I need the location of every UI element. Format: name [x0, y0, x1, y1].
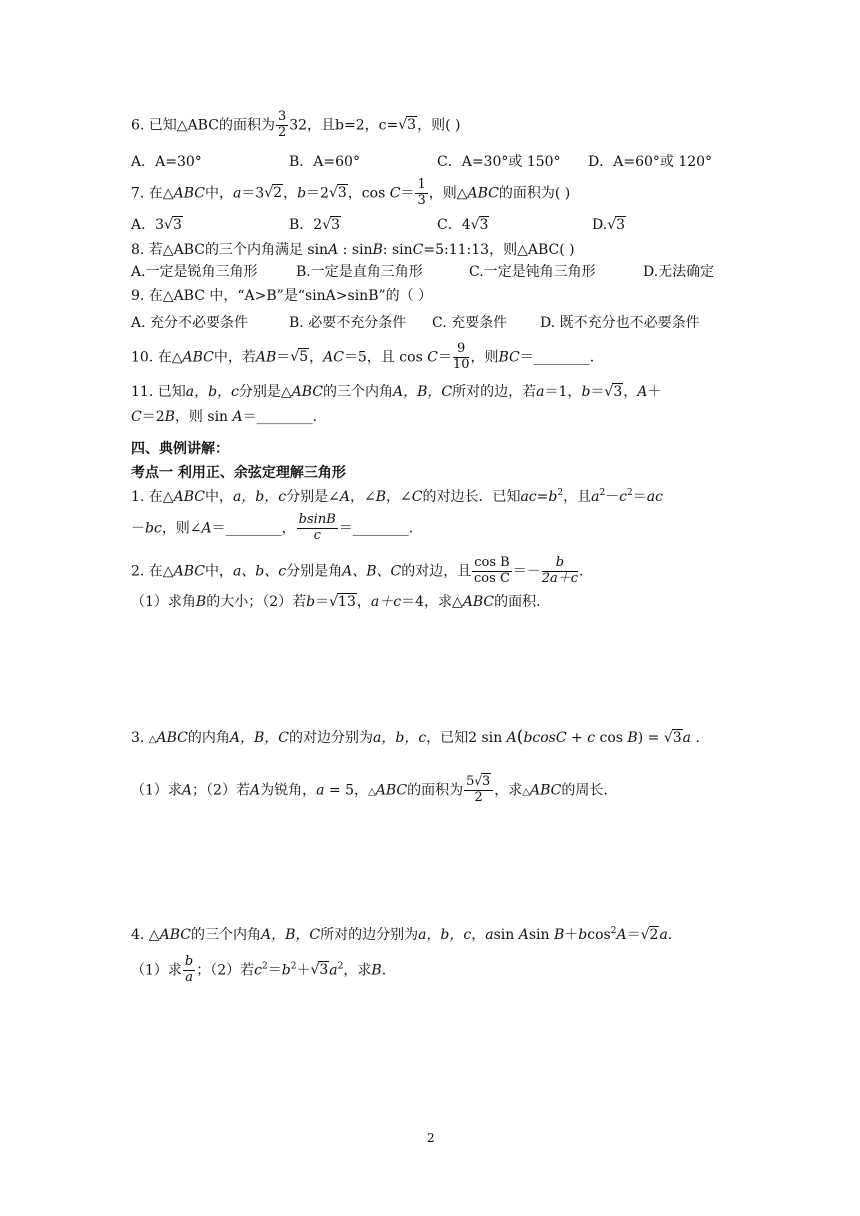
p1-c2: c: [619, 489, 628, 505]
q8-line: [131, 243, 575, 257]
p4-t10: .: [667, 927, 673, 943]
p3-sqrt-val: 3: [672, 730, 682, 746]
p1-t13: ＝________，: [211, 520, 296, 537]
p3-sqrt: √3: [663, 730, 682, 746]
q8-option-c: C.一定是钝角三角形: [469, 264, 596, 280]
p3-A3: A: [249, 782, 261, 799]
p3-c: c: [587, 730, 596, 746]
q8-option-a: A.一定是锐角三角形: [131, 264, 258, 280]
p4-t11: （1）求: [131, 962, 182, 979]
p1-ac2: ac: [646, 489, 663, 505]
q9-option-c: C. 充要条件: [432, 315, 508, 331]
p3-vars2: a，b，c: [373, 730, 427, 746]
q7-opt-b-sqrt: √3: [322, 217, 341, 233]
p4-t14: ＋: [296, 962, 311, 979]
p3-frac-num-pre: 5: [466, 774, 475, 789]
p3-frac-sqrt: √3: [474, 774, 491, 789]
q7-t3: ＝3: [241, 185, 265, 202]
q11-sqrt: √3: [604, 384, 623, 400]
q11-t2: 分别是△: [238, 384, 292, 400]
p3-a3: a: [316, 782, 325, 799]
q8-A: A: [328, 242, 339, 258]
p3-abc2: ABC: [375, 782, 408, 799]
q11-a: a: [536, 384, 545, 400]
p4-t3: 所对的边分别为: [320, 927, 419, 943]
p3-t8: 为锐角，: [260, 782, 317, 799]
q9-option-b: B. 必要不充分条件: [289, 315, 407, 331]
p4-t7: ＋: [564, 927, 579, 943]
q11-A2: A: [232, 409, 243, 425]
q7-opt-d-sqrt: √3: [607, 217, 626, 233]
p3-triangle-icon-3: △: [522, 786, 530, 798]
p2-frac1-num: cos B: [474, 555, 510, 570]
p2-fraction-2: [542, 556, 578, 587]
p1-frac-den: c: [313, 527, 321, 543]
p2-apc: a＋c: [370, 594, 402, 610]
p2-t8: 的大小；（2）若: [206, 594, 307, 610]
p3-eq4: cos: [595, 730, 628, 746]
p1-t8: ，且: [563, 489, 592, 505]
p3-t11: 的面积为: [407, 782, 464, 799]
page-number: 2: [427, 1131, 435, 1145]
q6-option-a: A．A=30°: [131, 154, 202, 170]
p1-t1: 1. 在△: [131, 489, 174, 505]
q7-opt-d-rad: 3: [616, 217, 626, 233]
p4-A2: A: [616, 927, 627, 943]
p4-line-2: （1）求 $\frac{b}{a}$ ；（2）若$c^2=b^2+√3a^2$，求B.: [131, 954, 387, 985]
p4-B: B: [554, 927, 565, 943]
p1-t4: ，∠: [349, 489, 376, 505]
p3-t7: ；（2）若: [192, 782, 250, 799]
p4-A: A: [518, 927, 529, 943]
kaodian-heading: 考点一 利用正、余弦定理解三角形: [131, 465, 346, 481]
q10-frac-num: 9: [453, 342, 470, 358]
p4-sqrt-2-val: 3: [319, 962, 329, 979]
q11-C: C: [131, 409, 142, 425]
p2-abc: ABC: [173, 563, 205, 580]
p4-t12: ；（2）若: [196, 962, 255, 979]
q11-t3: 的三个内角: [323, 384, 394, 400]
q10-t8: ＝________.: [519, 349, 595, 366]
q7-t6: ，cos: [347, 185, 390, 202]
q7-sqrt-2: √3: [328, 185, 347, 202]
p3-A: A: [506, 730, 517, 746]
p2-t10: ，: [356, 594, 371, 610]
q11-t5: ＝1，: [544, 384, 582, 400]
p4-b: b: [578, 927, 588, 943]
p1-A2: A: [201, 520, 212, 537]
q11-vars: a，b，c: [185, 384, 239, 400]
p3-t10: ，: [354, 782, 368, 799]
p1-t14: ＝________.: [338, 520, 414, 537]
p3-A2: A: [181, 782, 193, 799]
p3-frac-den: 2: [474, 789, 483, 805]
q7-b: b: [297, 185, 307, 202]
p3-abc: ABC: [156, 730, 188, 746]
q7-opt-c-sqrt: √3: [470, 217, 489, 233]
p2-frac2-den: 2a＋c: [541, 570, 579, 586]
q7-t5: ＝2: [306, 185, 329, 202]
p1-vars: a，b，c: [232, 489, 287, 505]
q7-frac-den: 3: [417, 192, 426, 208]
q7-option-b: [289, 218, 341, 232]
q11-B: B: [164, 409, 175, 425]
p4-vars: A，B，C: [260, 927, 321, 943]
p1-t2: 中，: [204, 489, 233, 505]
p2-b: b: [306, 594, 316, 610]
p4-vars2: a，b，c: [418, 927, 472, 943]
q11-line-2: [131, 410, 317, 424]
p2-t11: ＝4，求△: [401, 594, 463, 610]
q11-t6: ＝: [590, 384, 605, 400]
p1-t10: ＝: [632, 489, 647, 505]
q10-ab: AB: [255, 349, 277, 366]
p4-c: c: [254, 962, 263, 979]
p4-sqrt-val: 2: [649, 927, 659, 943]
q10-t3: ＝: [276, 349, 291, 366]
p3-triangle-icon-2: △: [368, 786, 376, 798]
q11-t11: ＝________.: [242, 409, 318, 425]
q10-t4: ，: [309, 349, 324, 366]
p3-B: B: [627, 730, 638, 746]
q10-t7: ，则: [470, 349, 499, 366]
p4-t15: ，求: [343, 962, 372, 979]
q8-B: B: [372, 242, 383, 258]
p3-t9: = 5: [324, 782, 354, 799]
p3-t5: .: [691, 730, 700, 746]
p4-B2: B: [371, 962, 382, 979]
p2-line-2: [131, 595, 541, 609]
q10-sqrt-val: 5: [299, 349, 309, 366]
q6-frac-num: 3: [277, 109, 287, 124]
q11-abc: ABC: [291, 384, 324, 400]
p1-B: B: [375, 489, 386, 505]
p2-fraction-1: [472, 556, 511, 587]
section-title: 四、典例讲解：: [131, 441, 229, 457]
p1-frac-num: bsinB: [298, 512, 336, 527]
p2-vars2: A、B、C: [342, 563, 402, 580]
q10-t1: 10. 在△: [131, 349, 183, 366]
q6-frac-den: 2: [277, 124, 287, 140]
p4-t5: sin: [493, 927, 519, 943]
p3-frac-sqrt-val: 3: [482, 774, 491, 789]
p3-t12: ，求: [494, 782, 523, 799]
p4-t1: 4. △: [131, 927, 160, 943]
q10-ac: AC: [323, 349, 344, 366]
p3-eq2: (: [516, 727, 524, 747]
q7-option-c: [437, 218, 489, 232]
q8-option-d: D.无法确定: [643, 264, 715, 280]
p4-frac-num: b: [184, 954, 194, 969]
q7-t2: 中，: [204, 185, 233, 202]
q7-option-a: [131, 218, 183, 232]
q6-text-a: 6. 已知△ABC的面积为: [131, 117, 275, 134]
p3-t3: 的对边分别为: [289, 730, 374, 746]
p4-t6: sin: [528, 927, 554, 943]
p4-b2: b: [281, 962, 291, 979]
q11-t7: ，: [623, 384, 638, 400]
q10-t2: 中，若: [213, 349, 256, 366]
q6-text-b: 32，且b=2，c=: [289, 117, 399, 134]
q7-t1: 7. 在△: [131, 185, 174, 202]
p2-t3: 分别是角: [286, 563, 343, 580]
p3-a: a: [682, 730, 692, 746]
p1-bc: bc: [145, 520, 162, 537]
p4-a2: a: [659, 927, 668, 943]
q8-C: C: [412, 242, 424, 258]
p3-t2: 的内角: [187, 730, 230, 746]
p2-frac1-den: cos C: [474, 570, 510, 586]
p1-fraction: [297, 513, 338, 544]
p4-a3: a: [329, 962, 338, 979]
p4-sqrt-2: √3: [310, 962, 329, 979]
q6-option-b: B．A=60°: [289, 154, 360, 170]
q8-option-b: B.一定是直角三角形: [296, 264, 423, 280]
q6-sqrt-val: 3: [407, 117, 417, 134]
p2-t4: 的对边，且: [401, 563, 472, 580]
p3-line-1: [131, 729, 700, 746]
p3-line-2: [131, 775, 608, 806]
p4-t2: 的三个内角: [190, 927, 261, 943]
q11-t9: ＝2: [141, 409, 165, 425]
p2-t6: .: [579, 563, 584, 580]
q11-vars2: A，B，C: [393, 384, 453, 400]
q10-bc: BC: [498, 349, 520, 366]
q7-a: a: [232, 185, 242, 202]
p1-t9: －: [605, 489, 620, 505]
p2-t9: ＝: [315, 594, 330, 610]
p3-t4: ，已知: [426, 730, 469, 746]
q7-sqrt-1-val: 2: [273, 185, 283, 202]
q7-opt-b-rad: 3: [331, 217, 341, 233]
q7-sqrt-2-val: 3: [337, 185, 347, 202]
q9-option-a: A. 充分不必要条件: [131, 315, 249, 331]
p1-t6: 的对边长．已知: [422, 489, 521, 505]
p1-t11: －: [131, 520, 145, 537]
p3-t1: 3.: [131, 730, 149, 746]
p3-frac-num: [464, 775, 493, 791]
q7-frac-num: 1: [417, 177, 426, 192]
p2-sqrt: √13: [329, 594, 356, 610]
p4-a: a: [485, 927, 494, 943]
q8-t3: : sin: [382, 242, 413, 258]
p4-t9: ＝: [626, 927, 641, 943]
q11-A: A: [637, 384, 648, 400]
p2-t2: 中，: [204, 563, 233, 580]
q10-frac-den: 10: [452, 356, 470, 372]
q10-c: C: [427, 349, 438, 366]
q7-t7: ＝: [400, 185, 415, 202]
p4-fraction: [183, 955, 195, 986]
p4-line-1: 4. △ABC的三个内角A，B，C所对的边分别为a，b，c，asin Asin B＋bcos$^2$A＝√2a.: [131, 926, 673, 943]
q8-t2: : sin: [338, 242, 373, 258]
p3-triangle-icon: △: [148, 734, 157, 745]
p3-abc3: ABC: [530, 782, 562, 799]
p4-sqrt: √2: [640, 927, 659, 943]
q7-line: [131, 178, 570, 209]
p1-b2: b: [548, 489, 558, 505]
p2-abc2: ABC: [462, 594, 495, 610]
p1-a2: a: [591, 489, 600, 505]
q11-b: b: [581, 384, 591, 400]
p1-line-1: 1. 在△ABC中，a，b，c分别是∠A，∠B，∠C的对边长．已知$ac=b^2$，且$a^2-c^2=ac$: [131, 488, 663, 505]
q10-abc: ABC: [182, 349, 214, 366]
q7-opt-c-pre: C．4: [437, 217, 471, 233]
p3-eq5: ) =: [637, 730, 664, 746]
q6-line: [131, 110, 460, 141]
p1-abc: ABC: [173, 489, 205, 505]
q8-t1: 8. 若△ABC的三个内角满足 sin: [131, 242, 329, 258]
q10-t5: ＝5，且 cos: [343, 349, 428, 366]
q6-option-d: D．A=60°或 120°: [588, 154, 713, 170]
p2-frac2-num: b: [542, 556, 578, 572]
q10-t6: ＝: [437, 349, 452, 366]
q6-option-c: C．A=30°或 150°: [437, 154, 561, 170]
p3-vars: A，B，C: [229, 730, 290, 746]
q6-sqrt: √3: [398, 117, 417, 134]
q9-option-d: D. 既不充分也不必要条件: [540, 315, 700, 331]
q7-abc: ABC: [173, 185, 205, 202]
p4-t8: cos: [587, 927, 611, 943]
q6-text-c: ，则( ): [417, 117, 461, 134]
p3-fraction: [464, 775, 493, 806]
q7-opt-b-pre: B．2: [289, 217, 323, 233]
p3-eq1: 2 sin: [468, 730, 507, 746]
p4-t16: .: [381, 962, 387, 979]
p1-t12: ，则∠: [161, 520, 202, 537]
q9-line: 9. 在△ABC 中，“A>B”是“sinA>sinB”的（ ）: [131, 288, 433, 304]
p4-t4: ，: [471, 927, 486, 943]
p1-A: A: [339, 489, 350, 505]
q11-line-1: [131, 385, 661, 399]
p1-t7: =: [536, 489, 549, 505]
p2-sqrt-val: 13: [338, 594, 356, 610]
p2-line-1: [131, 556, 583, 587]
q7-opt-d-pre: D.: [592, 217, 608, 233]
p3-t13: 的周长.: [561, 782, 608, 799]
p1-t5: ，∠: [386, 489, 412, 505]
p1-C: C: [411, 489, 423, 505]
q7-opt-a-sqrt: √3: [164, 217, 182, 233]
p2-t12: 的面积.: [494, 594, 541, 610]
p3-t6: （1）求: [131, 782, 182, 799]
p4-frac-den: a: [185, 969, 193, 985]
q6-fraction: [276, 110, 288, 141]
q7-option-d: [592, 218, 626, 232]
p3-bcos: bcosC: [523, 730, 567, 746]
p2-t1: 2. 在△: [131, 563, 174, 580]
q7-abc2: ABC: [467, 185, 499, 202]
q10-sqrt: √5: [290, 349, 309, 366]
p2-t5: ＝－: [512, 563, 541, 580]
q11-t1: 11. 已知: [131, 384, 186, 400]
q11-t10: ，则 sin: [174, 409, 233, 425]
q11-t8: ＋: [647, 384, 662, 400]
p1-ac: ac: [520, 489, 537, 505]
q11-t4: 所对的边，若: [452, 384, 537, 400]
q10-fraction: [453, 342, 470, 373]
q11-sqrt-val: 3: [613, 384, 623, 400]
q7-fraction: [415, 178, 427, 209]
q10-line: [131, 342, 594, 373]
q7-t4: ，: [283, 185, 298, 202]
q7-opt-c-rad: 3: [479, 217, 489, 233]
p2-t7: （1）求角: [131, 594, 196, 610]
q7-opt-a-pre: A．3: [131, 217, 165, 233]
p4-abc: ABC: [159, 927, 191, 943]
p2-B: B: [195, 594, 207, 610]
q7-t9: 的面积为( ): [498, 185, 571, 202]
q8-t4: =5:11:13，则△ABC( ): [423, 242, 575, 258]
p4-t13: ＝: [267, 962, 282, 979]
p1-t3: 分别是∠: [286, 489, 340, 505]
q7-opt-a-rad: 3: [172, 217, 182, 233]
q7-sqrt-1: √2: [264, 185, 283, 202]
p3-eq3: +: [566, 730, 588, 746]
p2-vars: a、b、c: [232, 563, 287, 580]
q7-c: C: [389, 185, 401, 202]
q7-t8: ，则△: [428, 185, 468, 202]
p1-line-2: [131, 513, 413, 544]
